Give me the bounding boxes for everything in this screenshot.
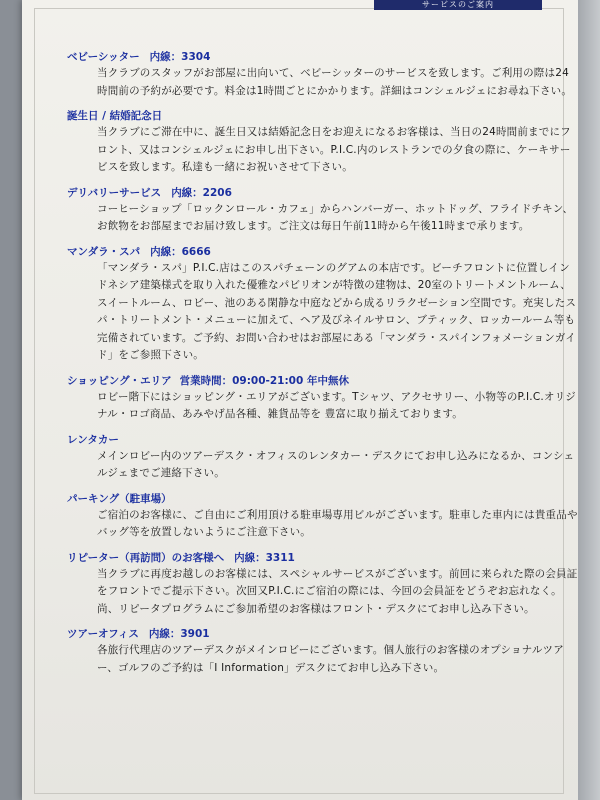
section-extension: 内線：3311 [234, 551, 295, 564]
section-heading [67, 50, 587, 65]
section-body: ご宿泊のお客様に、ご自由にご利用頂ける駐車場専用ビルがございます。駐車した車内には貴重品やバッグ等を放置しないようにご注意下さい。 [97, 508, 578, 538]
section-body: メインロビー内のツアーデスク・オフィスのレンタカー・デスクにてお申し込みになるか、コンシェルジェまでご連絡下さい。 [97, 449, 575, 479]
section-body: 当クラブに再度お越しのお客様には、スペシャルサービスがございます。前回に来られた際の会員証をフロントでご提示下さい。次回又P.I.C.にご宿泊の際には、今回の会員証をどうぞお忘れなく。尚、リピータプログラムにご参加希望のお客様はフロント・デスクにてお申し込み下さい。 [97, 567, 578, 615]
section-repeater [67, 551, 587, 619]
section-birthday-anniversary [67, 109, 587, 177]
section-extension: 内線：3304 [149, 51, 211, 63]
section-title: 誕生日 / 結婚記念日 [67, 110, 163, 122]
section-heading [67, 433, 587, 448]
section-title: リピーター（再訪問）のお客様へ [67, 551, 225, 564]
section-hours: 営業時間：09:00-21:00 年中無休 [179, 374, 349, 387]
section-heading [67, 186, 587, 201]
section-body: ロビー階下にはショッピング・エリアがございます。Tシャツ、アクセサリー、小物等のP.I.C.オリジナル・ロゴ商品、あみやげ品各種、雑貨品等を 豊富に取り揃えております。 [97, 390, 576, 420]
section-heading [67, 374, 587, 389]
section-shopping-area [67, 374, 587, 424]
section-extension: 内線：2206 [171, 186, 232, 199]
section-mandara-spa [67, 245, 587, 365]
section-title: マンダラ・スパ [67, 245, 141, 258]
section-heading [67, 245, 587, 260]
section-title: デリバリーサービス [67, 186, 162, 199]
section-title: ベビーシッター [67, 51, 140, 63]
section-body: コーヒーショップ「ロックンロール・カフェ」からハンバーガー、ホットドッグ、フライドチキン、お飲物をお部屋までお届け致します。ご注文は毎日午前11時から午後11時まで承ります。 [97, 202, 574, 232]
section-extension: 内線：6666 [150, 245, 211, 258]
page-edge [578, 0, 600, 800]
section-body: 各旅行代理店のツアーデスクがメインロビーにございます。個人旅行のお客様のオプショナルツアー、ゴルフのご予約は「I Information」デスクにてお申し込み下さい。 [97, 644, 564, 674]
section-title: パーキング（駐車場） [67, 492, 172, 505]
section-parking [67, 492, 587, 542]
section-title: ツアーオフィス [67, 628, 139, 640]
section-title: レンタカー [67, 433, 119, 446]
section-heading [67, 109, 587, 124]
section-babysitter [67, 50, 587, 100]
section-title: ショッピング・エリア [67, 374, 172, 387]
section-heading [67, 492, 587, 507]
section-body: 当クラブにご滞在中に、誕生日又は結婚記念日をお迎えになるお客様は、当日の24時間前までにフロント、又はコンシェルジェにお申し出下さい。P.I.C.内のレストランでの夕食の際に、ケーキサービスを致します。私達も一緒にお祝いさせて下さい。 [97, 126, 571, 173]
section-rental-car [67, 433, 587, 483]
section-body: 「マンダラ・スパ」P.I.C.店はこのスパチェーンのグアムの本店です。ビーチフロントに位置しインドネシア建築様式を取り入れた優雅なパビリオンが特徴の建物は、20室のトリートメントルーム、スイートルーム、ロビー、池のある閑静な中庭などから成るリラクゼーション空間です。充実したスパ・トリートメント・メニューに加えて、ヘア及びネイルサロン、ブティック、ロッカールーム等も完備されています。ご予約、お問い合わせはお部屋にある「マンダラ・スパインフォメーションガイド」をご参照下さい。 [97, 261, 577, 361]
section-tour-office [67, 627, 587, 677]
section-delivery-service [67, 186, 587, 236]
section-heading [67, 627, 587, 642]
header-tab: サービスのご案内 [374, 0, 542, 10]
section-body: 当クラブのスタッフがお部屋に出向いて、ベビーシッターのサービスを致します。ご利用の際は24時間前の予約が必要です。料金は1時間ごとにかかります。詳細はコンシェルジェにお尋ね下さい。 [97, 67, 573, 97]
section-heading [67, 551, 587, 566]
section-extension: 内線：3901 [148, 628, 210, 640]
services-list [67, 50, 587, 686]
document-page [22, 0, 578, 800]
